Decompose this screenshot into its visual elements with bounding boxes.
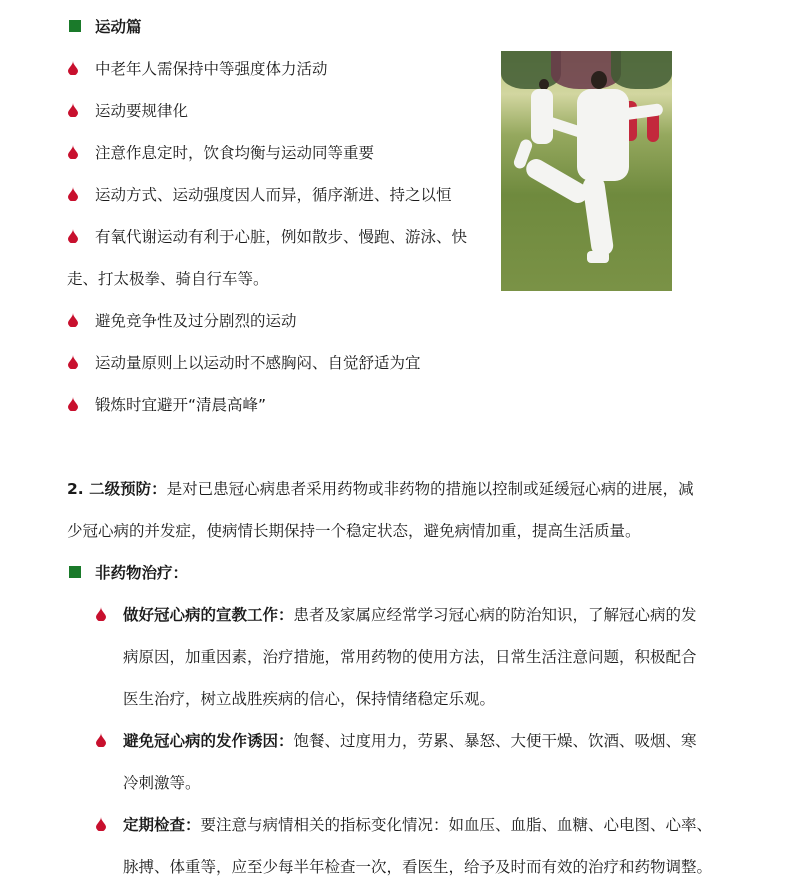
bullet-label: 做好冠心病的宣教工作： [123,606,294,624]
list-item: 运动方式、运动强度因人而异，循序渐进、持之以恒 [95,186,452,204]
bullet-education-line3: 医生治疗，树立战胜疾病的信心，保持情绪稳定乐观。 [123,690,496,708]
list-item: 运动量原则上以运动时不感胸闷、自觉舒适为宜 [95,354,421,372]
bullet-label: 定期检查： [123,816,201,834]
drop-bullet-icon [68,355,78,369]
square-bullet-icon [69,566,81,578]
drop-bullet-icon [68,145,78,159]
subhead: 非药物治疗： [95,564,189,582]
bullet-checkup-line1 [123,813,712,835]
bullet-triggers-line2: 冷刺激等。 [123,774,201,792]
drop-bullet-icon [68,187,78,201]
list-item-continuation: 走、打太极拳、骑自行车等。 [67,270,269,288]
bullet-text: 饱餐、过度用力，劳累、暴怒、大便干燥、饮酒、吸烟、寒 [293,732,697,750]
drop-bullet-icon [68,61,78,75]
bullet-text: 患者及家属应经常学习冠心病的防治知识，了解冠心病的发 [293,606,697,624]
section2-label: 2. 二级预防： [67,480,167,498]
list-item: 避免竞争性及过分剧烈的运动 [95,312,297,330]
drop-bullet-icon [96,733,106,747]
bullet-triggers-line1 [123,729,697,751]
bullet-education-line1 [123,603,697,625]
drop-bullet-icon [96,607,106,621]
drop-bullet-icon [96,817,106,831]
square-bullet-icon [69,20,81,32]
list-item: 锻炼时宜避开“清晨高峰” [95,396,267,414]
drop-bullet-icon [68,313,78,327]
bullet-label: 避免冠心病的发作诱因： [123,732,294,750]
bullet-education-line2: 病原因，加重因素，治疗措施，常用药物的使用方法，日常生活注意问题，积极配合 [123,648,697,666]
bullet-text: 要注意与病情相关的指标变化情况：如血压、血脂、血糖、心电图、心率、 [200,816,713,834]
bullet-checkup-line2: 脉搏、体重等，应至少每半年检查一次，看医生，给予及时而有效的治疗和药物调整。 [123,858,713,876]
section2-text: 是对已患冠心病患者采用药物或非药物的措施以控制或延缓冠心病的进展，减 [166,480,694,498]
drop-bullet-icon [68,103,78,117]
section2-line1 [67,477,694,499]
list-item: 注意作息定时，饮食均衡与运动同等重要 [95,144,375,162]
tai-chi-photo [501,51,672,291]
drop-bullet-icon [68,229,78,243]
list-item: 中老年人需保持中等强度体力活动 [95,60,328,78]
section-title: 运动篇 [95,18,142,36]
drop-bullet-icon [68,397,78,411]
list-item: 运动要规律化 [95,102,189,120]
section2-line2: 少冠心病的并发症，使病情长期保持一个稳定状态，避免病情加重，提高生活质量。 [67,522,641,540]
list-item: 有氧代谢运动有利于心脏，例如散步、慢跑、游泳、快 [95,228,468,246]
